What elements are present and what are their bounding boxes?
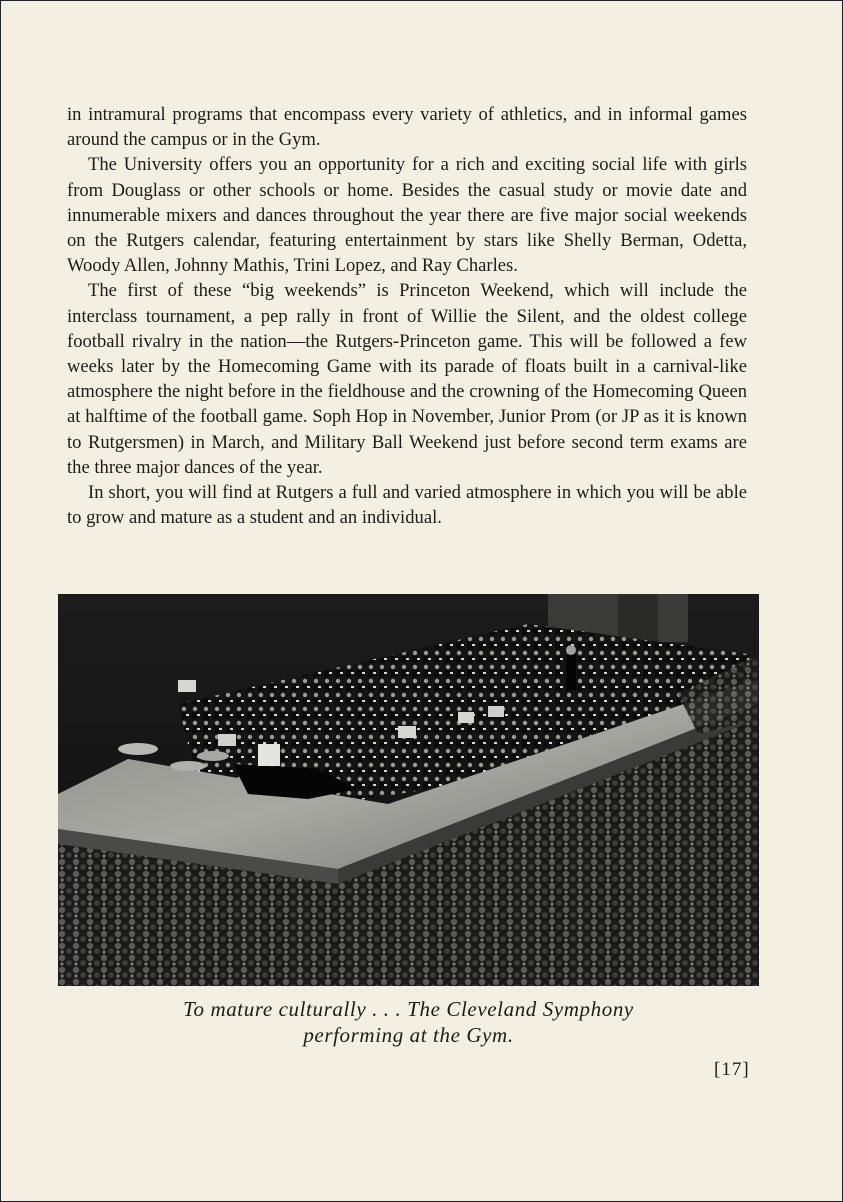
paragraph: in intramural programs that encompass every variety of athletics, and in informal games around the campus or in the Gym. xyxy=(67,104,747,151)
page-number: [17] xyxy=(714,1059,750,1080)
photo-caption xyxy=(58,996,759,1048)
orchestra-photo xyxy=(58,594,759,986)
paragraph: The University offers you an opportunity for a rich and exciting social life with girls from Douglass or other schools or home. Besides the casual study or movie date and innumerable mixers and dances throughout the year there are five major social weekends on the Rutgers calendar, featuring entertainment by stars like Shelly Berman, Odetta, Woody Allen, Johnny Mathis, Trini Lopez, and Ray Charles. xyxy=(67,154,747,277)
conductor xyxy=(566,654,576,690)
body-text xyxy=(67,102,747,530)
caption-line: To mature culturally . . . The Cleveland Symphony xyxy=(183,997,634,1021)
paragraph: The first of these “big weekends” is Princeton Weekend, which will include the interclass tournament, a pep rally in front of Willie the Silent, and the oldest college football rivalry in the nation—the Rutgers-Princeton game. This will be followed a few weeks later by the Homecoming Game with its parade of floats built in a carnival-like atmosphere the night before in the fieldhouse and the crowning of the Homecoming Queen at halftime of the football game. Soph Hop in November, Junior Prom (or JP as it is known to Rutgersmen) in March, and Military Ball Weekend just before second term exams are the three major dances of the year. xyxy=(67,280,747,478)
paragraph: In short, you will find at Rutgers a full and varied atmosphere in which you will be able to grow and mature as a student and an individual. xyxy=(67,482,747,529)
caption-line: performing at the Gym. xyxy=(303,1023,514,1047)
